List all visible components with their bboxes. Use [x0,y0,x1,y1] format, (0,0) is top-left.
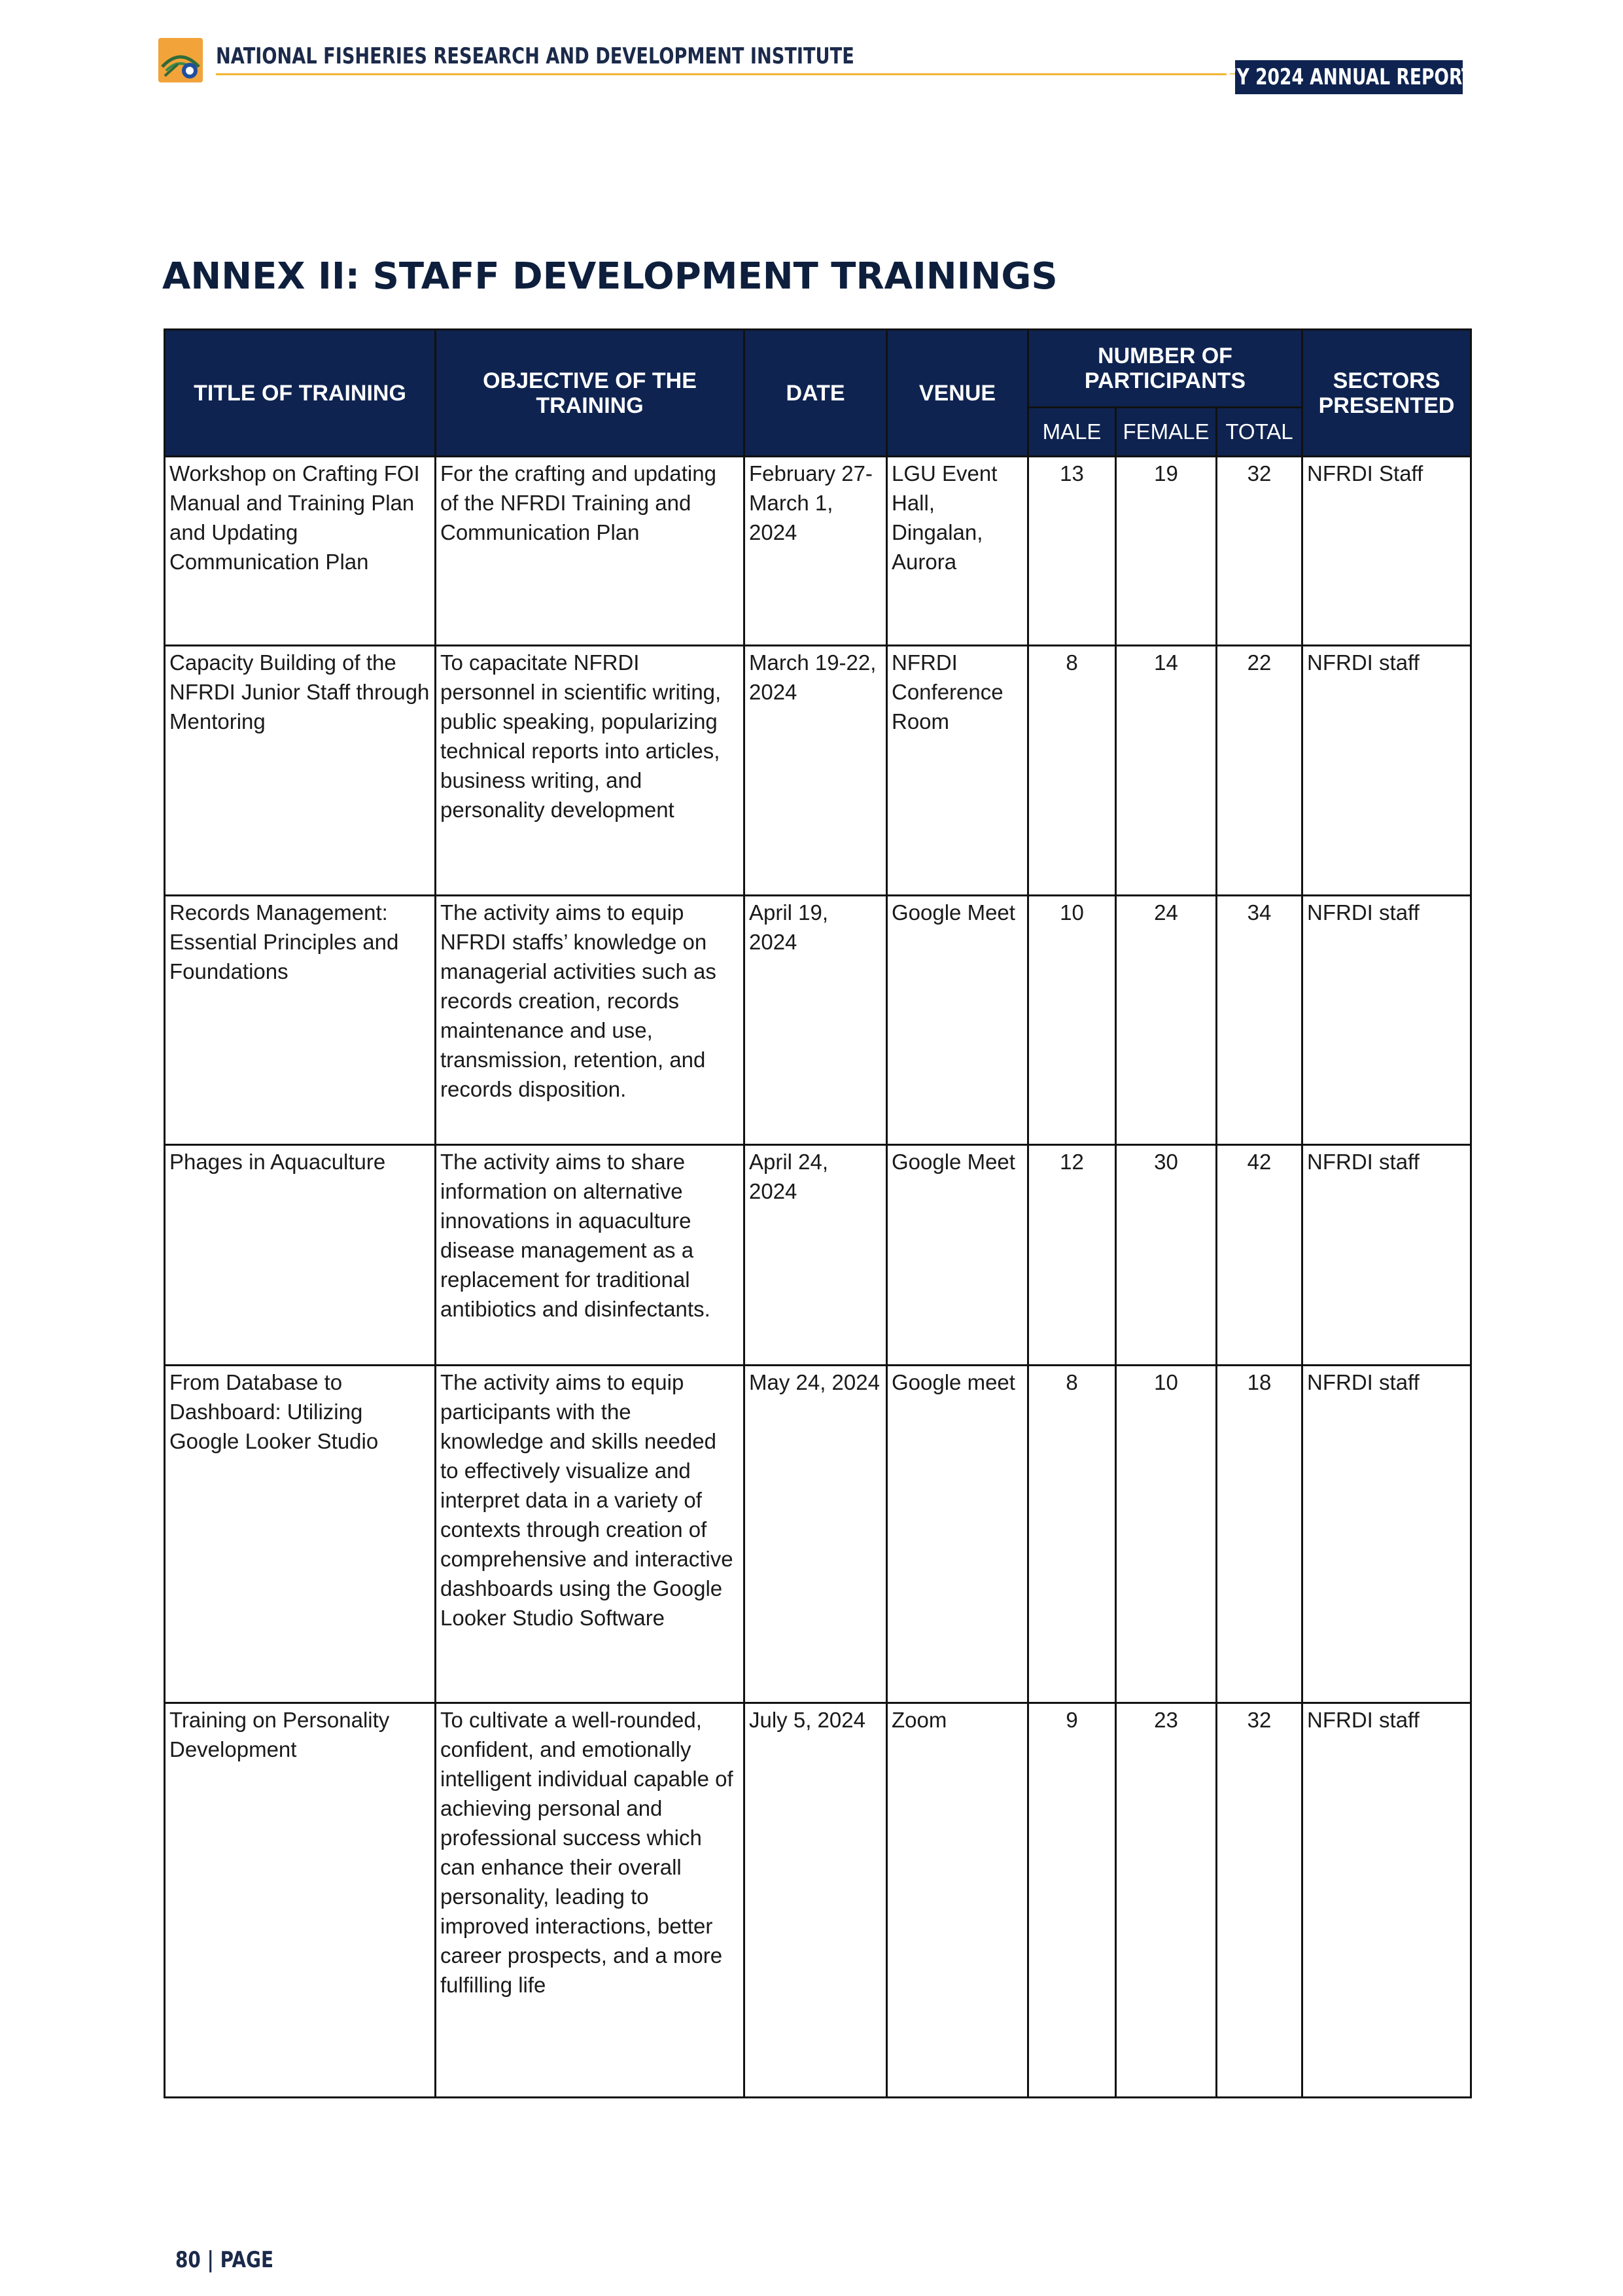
cell-total: 22 [1217,646,1302,896]
cell-female: 23 [1116,1703,1217,2098]
page-title: ANNEX II: STAFF DEVELOPMENT TRAININGS [162,255,1058,298]
col-header-date: DATE [744,330,887,457]
table-row [165,1703,1471,2098]
col-header-venue: VENUE [887,330,1028,457]
cell-male: 13 [1028,457,1116,646]
page-number: 80 [175,2247,201,2273]
cell-venue: Google meet [887,1366,1028,1703]
cell-female: 30 [1116,1145,1217,1366]
cell-objective: The activity aims to equip NFRDI staffs’ knowledge on managerial activities such as records creation, records maintenance and use, transmission, retention, and records disposition. [436,896,744,1145]
cell-sectors: NFRDI Staff [1302,457,1471,646]
footer-separator: | [207,2247,214,2273]
cell-title: Phages in Aquaculture [165,1145,436,1366]
cell-male: 10 [1028,896,1116,1145]
cell-date: July 5, 2024 [744,1703,887,2098]
cell-sectors: NFRDI staff [1302,1145,1471,1366]
cell-date: April 19, 2024 [744,896,887,1145]
cell-title: Records Management: Essential Principles and Foundations [165,896,436,1145]
page-footer [175,2247,273,2273]
cell-total: 32 [1217,1703,1302,2098]
trainings-table [164,328,1472,2098]
cell-title: Capacity Building of the NFRDI Junior Staff through Mentoring [165,646,436,896]
cell-sectors: NFRDI staff [1302,896,1471,1145]
cell-title: From Database to Dashboard: Utilizing Google Looker Studio [165,1366,436,1703]
cell-total: 32 [1217,457,1302,646]
col-header-sectors: SECTORS PRESENTED [1302,330,1471,457]
cell-male: 9 [1028,1703,1116,2098]
table-row [165,896,1471,1145]
cell-date: May 24, 2024 [744,1366,887,1703]
cell-title: Workshop on Crafting FOI Manual and Training Plan and Updating Communication Plan [165,457,436,646]
cell-venue: Google Meet [887,1145,1028,1366]
cell-venue: LGU Event Hall, Dingalan, Aurora [887,457,1028,646]
cell-title: Training on Personality Development [165,1703,436,2098]
report-badge-label: FY 2024 ANNUAL REPORT [1225,64,1473,90]
col-header-objective: OBJECTIVE OF THE TRAINING [436,330,744,457]
cell-date: April 24, 2024 [744,1145,887,1366]
col-header-title: TITLE OF TRAINING [165,330,436,457]
cell-venue: NFRDI Conference Room [887,646,1028,896]
cell-male: 8 [1028,1366,1116,1703]
cell-total: 42 [1217,1145,1302,1366]
table-row [165,646,1471,896]
cell-sectors: NFRDI staff [1302,1703,1471,2098]
cell-date: February 27-March 1, 2024 [744,457,887,646]
col-header-male: MALE [1028,408,1116,457]
cell-objective: For the crafting and updating of the NFRDI Training and Communication Plan [436,457,744,646]
col-header-total: TOTAL [1217,408,1302,457]
cell-sectors: NFRDI staff [1302,646,1471,896]
page-label: PAGE [220,2247,274,2273]
org-name: NATIONAL FISHERIES RESEARCH AND DEVELOPMENT INSTITUTE [216,43,854,69]
cell-objective: To capacitate NFRDI personnel in scientific writing, public speaking, popularizing technical reports into articles, business writing, and personality development [436,646,744,896]
cell-female: 14 [1116,646,1217,896]
cell-objective: The activity aims to equip participants with the knowledge and skills needed to effectively visualize and interpret data in a variety of contexts through creation of comprehensive and interactive dashboards using the Google Looker Studio Software [436,1366,744,1703]
cell-sectors: NFRDI staff [1302,1366,1471,1703]
header-divider [216,73,1236,75]
col-header-participants: NUMBER OF PARTICIPANTS [1028,330,1302,408]
report-badge [1225,60,1473,94]
cell-date: March 19-22, 2024 [744,646,887,896]
cell-male: 12 [1028,1145,1116,1366]
col-header-female: FEMALE [1116,408,1217,457]
cell-female: 24 [1116,896,1217,1145]
cell-objective: To cultivate a well-rounded, confident, and emotionally intelligent individual capable of achieving personal and professional success which can enhance their overall personality, leading to improved interactions, better career prospects, and a more fulfilling life [436,1703,744,2098]
cell-total: 34 [1217,896,1302,1145]
cell-venue: Google Meet [887,896,1028,1145]
cell-total: 18 [1217,1366,1302,1703]
table-row [165,457,1471,646]
nfrdi-logo-icon [158,38,203,82]
cell-objective: The activity aims to share information on alternative innovations in aquaculture disease management as a replacement for traditional antibiotics and disinfectants. [436,1145,744,1366]
cell-male: 8 [1028,646,1116,896]
table-row [165,1366,1471,1703]
cell-female: 10 [1116,1366,1217,1703]
cell-female: 19 [1116,457,1217,646]
cell-venue: Zoom [887,1703,1028,2098]
table-row [165,1145,1471,1366]
